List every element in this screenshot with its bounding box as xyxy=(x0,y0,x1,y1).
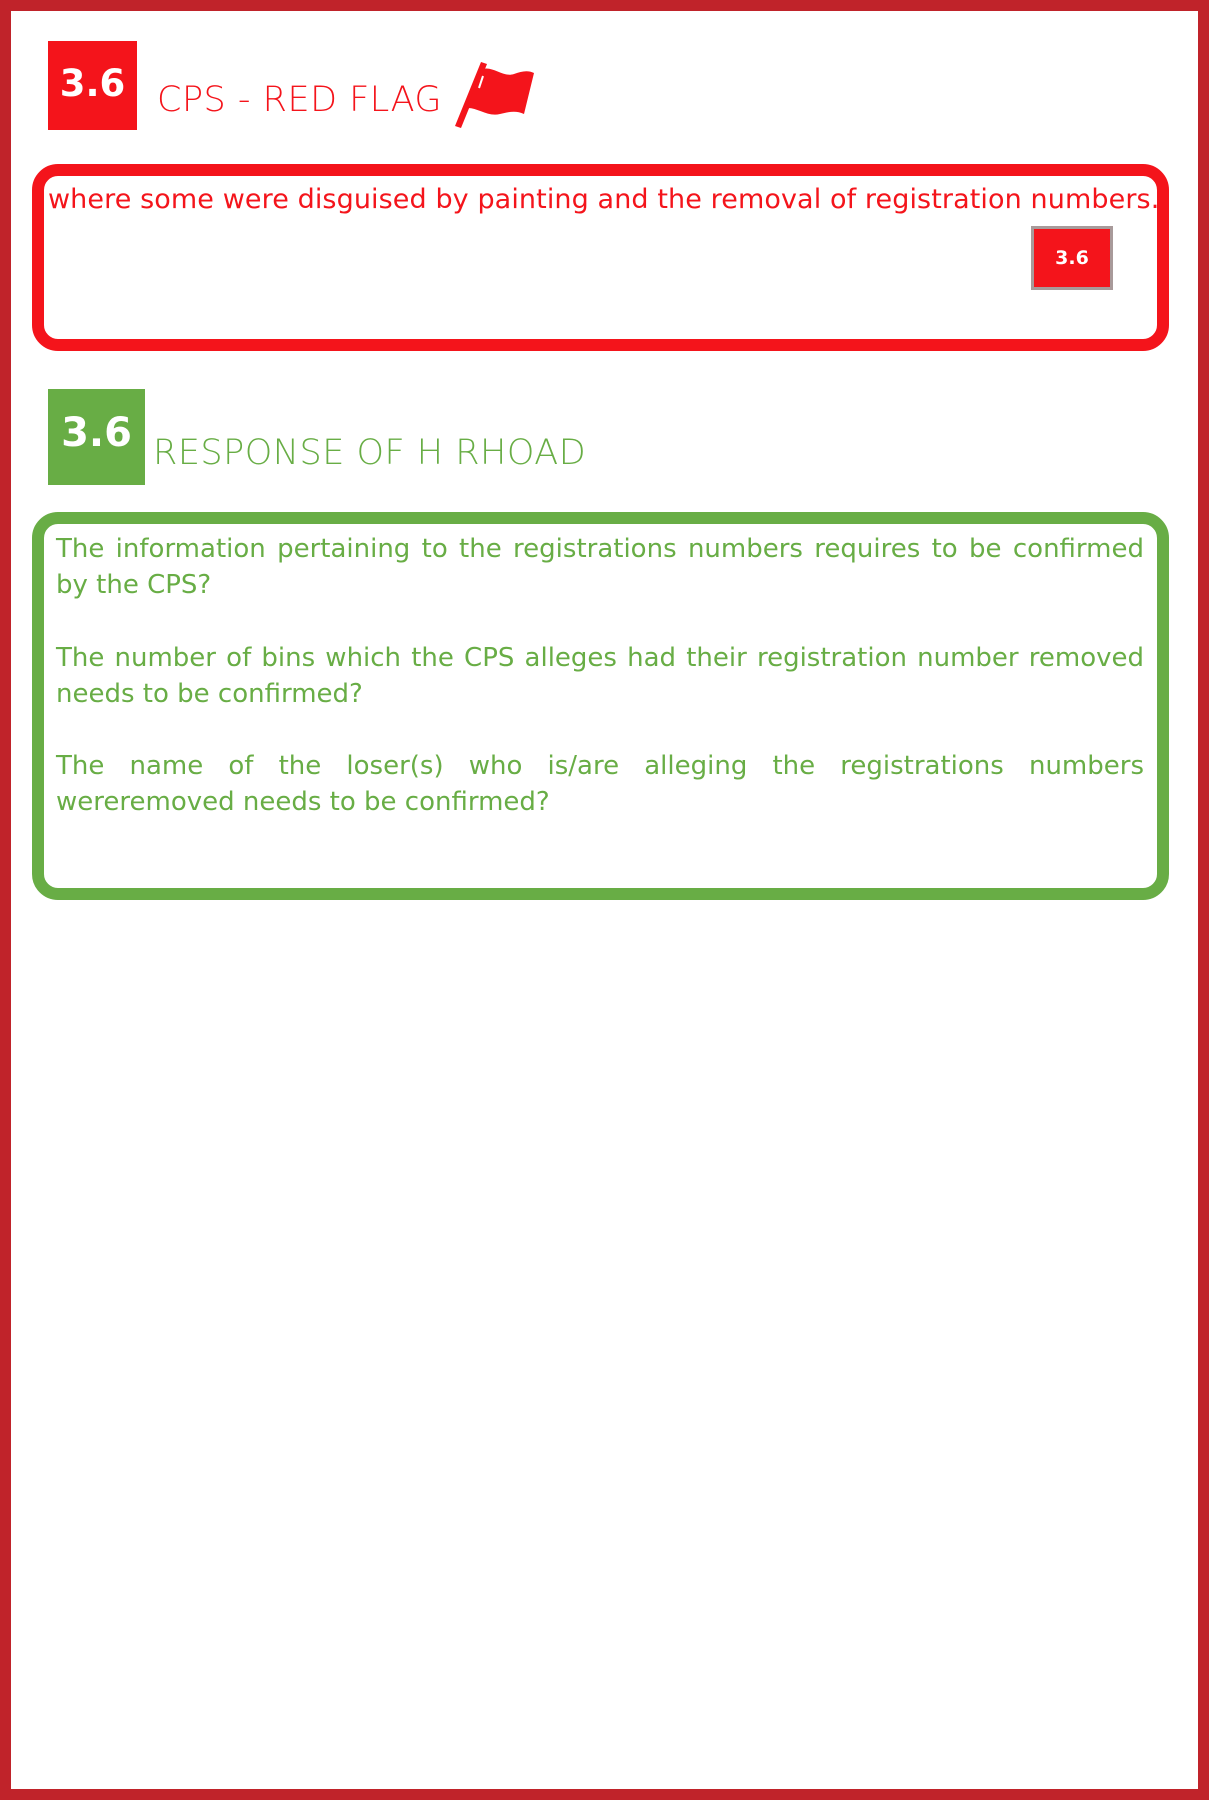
red-flag-text: where some were disguised by painting and the removal of registration numbers. xyxy=(48,184,1160,215)
red-flag-section-number: 3.6 xyxy=(48,41,137,130)
reference-badge[interactable]: 3.6 xyxy=(1031,226,1113,290)
response-section-title: RESPONSE OF H RHOAD xyxy=(153,433,587,473)
response-section-number: 3.6 xyxy=(48,389,145,485)
response-paragraph: The number of bins which the CPS alleges had their registration number removed needs to be confirmed? xyxy=(56,643,1144,709)
response-paragraph: The information pertaining to the registrations numbers requires to be confirmed by the CPS? xyxy=(56,534,1144,600)
red-flag-icon xyxy=(450,58,536,128)
response-paragraph: The name of the loser(s) who is/are alleging the registrations numbers wereremoved needs to be confirmed? xyxy=(56,751,1144,817)
red-flag-section-title: CPS - RED FLAG xyxy=(157,80,443,120)
